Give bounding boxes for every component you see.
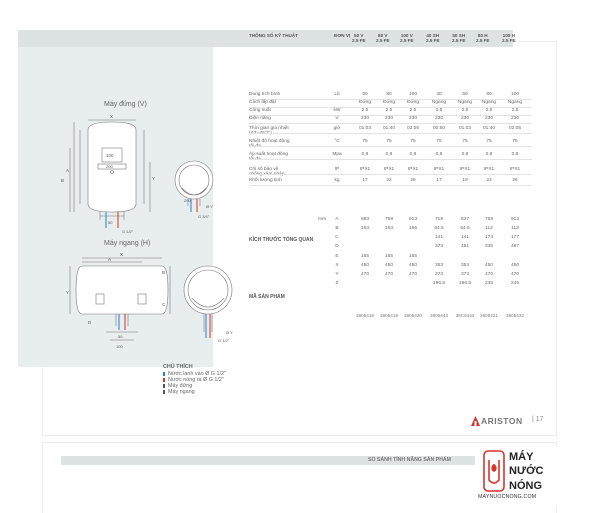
- side-diameter-label: Ø Y: [206, 204, 213, 209]
- h-side-pipe-label: G 1/2": [218, 338, 230, 343]
- row-value: 2.5: [461, 108, 469, 113]
- dimension-value: 913: [408, 217, 417, 222]
- dimension-label: B: [335, 226, 339, 231]
- dimension-value: 583: [360, 217, 369, 222]
- row-value: IPX1: [483, 167, 495, 172]
- product-code: 3605420: [404, 313, 422, 318]
- row-value: 26: [512, 178, 518, 183]
- dimension-value: 450: [510, 263, 519, 268]
- legend-item: Nước lạnh vào Ø G 1/2": [168, 371, 226, 377]
- row-value: 2.5: [511, 108, 519, 113]
- row-value: 230: [484, 116, 493, 121]
- h-side-diameter-label: Ø Y: [226, 330, 233, 335]
- dimension-value: 470: [484, 272, 493, 277]
- dim-50-label: 50: [108, 220, 113, 225]
- dimension-label: A: [335, 217, 339, 222]
- pipe-color-icon: [163, 372, 165, 376]
- dimension-value: 113: [511, 226, 519, 231]
- dimension-value: 913: [510, 217, 519, 222]
- dim-b-label: B: [61, 178, 65, 183]
- row-divider: [249, 133, 532, 134]
- dim-y-label: Y: [152, 176, 156, 181]
- dimension-label: D: [335, 244, 339, 249]
- row-value: IPX1: [383, 167, 395, 172]
- dimension-value: 165: [360, 254, 369, 259]
- dimension-value: 353: [460, 263, 469, 268]
- row-value: IPX1: [359, 167, 371, 172]
- row-value: 100: [510, 92, 519, 97]
- dimension-value: 163: [384, 226, 393, 231]
- row-value: 50: [362, 92, 368, 97]
- row-value: 01:40: [482, 126, 495, 131]
- row-unit: kg: [334, 178, 340, 183]
- dimension-label: Z: [335, 281, 339, 286]
- row-value: IPX1: [459, 167, 471, 172]
- h-dim-d-label: D: [88, 320, 92, 325]
- h-dim-50-label: 50: [118, 334, 123, 339]
- dimension-label: C: [335, 235, 339, 240]
- dimension-value: 165: [384, 254, 393, 259]
- row-value: 2.5: [409, 108, 417, 113]
- product-code: 3605418: [356, 313, 374, 318]
- row-value: 0,8: [409, 152, 417, 157]
- row-value: 0,8: [511, 152, 519, 157]
- dimension-value: 64.5: [460, 226, 470, 231]
- row-label: Áp suất hoạt động tối đa: [249, 152, 288, 163]
- dimension-value: 837: [460, 217, 469, 222]
- dimension-value: 196.5: [432, 281, 445, 286]
- row-value: 22: [486, 178, 492, 183]
- brand-name: ARISTON: [481, 416, 523, 426]
- model-header: 80 H 2.5 FE: [476, 33, 490, 43]
- dimension-value: 373: [434, 272, 443, 277]
- dimension-value: 450: [484, 263, 493, 268]
- dimension-value: 373: [460, 272, 469, 277]
- product-code: 3605443: [430, 313, 448, 318]
- row-value: Ngang: [481, 100, 497, 105]
- dimension-value: 174: [484, 235, 493, 240]
- dim-a-label: A: [66, 168, 70, 173]
- row-value: 02:05: [406, 126, 419, 131]
- row-value: 230: [408, 116, 417, 121]
- row-value: 01:03: [458, 126, 471, 131]
- row-value: 2.5: [385, 108, 393, 113]
- row-value: 75: [410, 139, 416, 144]
- side-pipe-label: G 3/4": [198, 214, 210, 219]
- row-divider: [249, 123, 532, 124]
- row-value: 50: [462, 92, 468, 97]
- row-value: 2.5: [361, 108, 369, 113]
- row-unit: Mpa: [332, 152, 342, 157]
- row-value: Ngang: [431, 100, 447, 105]
- dimension-value: 141: [460, 235, 469, 240]
- model-header: 80 V 2.5 FE: [376, 33, 390, 43]
- dimension-label: E: [335, 254, 339, 259]
- row-divider: [249, 174, 532, 175]
- dim-x-label: X: [110, 114, 114, 119]
- row-value: Đứng: [382, 100, 395, 105]
- row-value: 2.5: [435, 108, 443, 113]
- dimension-value: 470: [408, 272, 417, 277]
- dimension-value: 470: [384, 272, 393, 277]
- row-unit: IP: [334, 167, 340, 172]
- row-value: 01:40: [382, 126, 395, 131]
- row-value: 02:05: [508, 126, 521, 131]
- watermark-line3: NÓNG: [509, 480, 542, 492]
- model-header: 100 V 2.5 FE: [400, 33, 414, 43]
- row-divider: [249, 185, 532, 186]
- product-code: 3605421: [480, 313, 498, 318]
- dimension-value: 487: [510, 244, 519, 249]
- row-value: Đứng: [358, 100, 371, 105]
- legend-title: CHÚ THÍCH: [163, 364, 193, 370]
- row-value: 230: [510, 116, 519, 121]
- dimension-value: 450: [408, 263, 417, 268]
- model-header: 50 V 2.5 FE: [352, 33, 366, 43]
- h-dim-c-label: C: [162, 302, 166, 307]
- dim-100-label: 100: [106, 153, 114, 158]
- model-header: 50 SH 2.5 FE: [452, 33, 466, 43]
- row-label: Công suất: [249, 108, 271, 113]
- dimension-value: 491: [460, 244, 469, 249]
- dimension-value: 141: [434, 235, 443, 240]
- dim-200-label: 200: [106, 164, 113, 169]
- row-value: 40: [436, 92, 442, 97]
- h-dim-y-label: Y: [66, 290, 70, 295]
- unit-header: ĐƠN VỊ: [334, 33, 351, 38]
- row-value: 75: [386, 139, 392, 144]
- table-header-label: THÔNG SỐ KỸ THUẬT: [249, 33, 298, 38]
- model-header: 100 H 2.5 FE: [502, 33, 516, 43]
- vertical-side-diagram: [170, 150, 220, 225]
- row-value: 230: [384, 116, 393, 121]
- row-value: IPX1: [407, 167, 419, 172]
- row-value: Đứng: [406, 100, 419, 105]
- side-200-label: 200: [184, 198, 191, 203]
- dimension-value: 758: [384, 217, 393, 222]
- installation-type-icon: [163, 390, 165, 394]
- row-label: Thời gian gia nhiệt (ΔT=45°C): [249, 126, 289, 137]
- row-value: 0,8: [435, 152, 443, 157]
- installation-type-icon: [163, 384, 165, 388]
- row-label: Điện năng: [249, 116, 271, 121]
- row-value: 0,8: [485, 152, 493, 157]
- water-heater-logo-icon: [483, 450, 505, 492]
- row-unit: Lít: [334, 92, 340, 97]
- row-value: 0,8: [385, 152, 393, 157]
- row-unit: V: [335, 116, 339, 121]
- row-label: Nhiệt độ hoạt động tối đa: [249, 139, 290, 150]
- watermark-site: MAYNUOCNONG.COM: [478, 494, 537, 500]
- row-value: 230: [434, 116, 443, 121]
- legend-item: Nước nóng ra Ø G 1/2": [168, 377, 224, 383]
- dimension-value: 470: [360, 272, 369, 277]
- row-value: 80: [386, 92, 392, 97]
- row-value: 75: [462, 139, 468, 144]
- product-code: 3605422: [506, 313, 524, 318]
- row-label: Chỉ số bảo vệ chống xâm nhập: [249, 167, 285, 178]
- dimension-value: 758: [484, 217, 493, 222]
- row-value: 230: [460, 116, 469, 121]
- pipe-color-icon: [163, 378, 165, 382]
- row-unit: kW: [333, 108, 341, 113]
- watermark-line1: MÁY: [509, 451, 534, 463]
- dimension-value: 719: [434, 217, 443, 222]
- row-value: IPX1: [509, 167, 521, 172]
- dimension-value: 335: [484, 244, 493, 249]
- row-value: IPX1: [433, 167, 445, 172]
- product-code: 3605419: [380, 313, 398, 318]
- row-value: 26: [410, 178, 416, 183]
- row-value: 19: [462, 178, 468, 183]
- watermark-line2: NƯỚC: [509, 465, 544, 477]
- dimension-value: 165: [408, 254, 417, 259]
- horizontal-title: Máy ngang (H): [104, 240, 151, 247]
- next-page-title: SO SÁNH TÍNH NĂNG SẢN PHẨM: [368, 457, 452, 463]
- row-value: 75: [512, 139, 518, 144]
- row-value: 17: [362, 178, 368, 183]
- row-value: 00:50: [432, 126, 445, 131]
- row-value: 17: [436, 178, 442, 183]
- row-value: 75: [486, 139, 492, 144]
- dimension-value: 177: [510, 235, 519, 240]
- ariston-logo-icon: [471, 416, 480, 426]
- dimension-unit: mm: [318, 217, 326, 222]
- row-label: Dung tích bình: [249, 92, 281, 97]
- horizontal-front-diagram: [66, 250, 176, 360]
- row-value: 230: [360, 116, 369, 121]
- pipe-size-label: G 1/2": [122, 229, 134, 234]
- h-dim-100-label: 100: [116, 344, 123, 349]
- dimension-value: 245: [484, 281, 493, 286]
- model-header: 40 SH 2.5 FE: [426, 33, 440, 43]
- product-code: 36C5444: [455, 313, 475, 318]
- row-unit: giờ: [333, 126, 341, 131]
- dimension-label: Y: [335, 272, 339, 277]
- row-divider: [249, 146, 532, 147]
- dimension-value: 353: [434, 263, 443, 268]
- row-value: 75: [436, 139, 442, 144]
- legend-item: Máy đứng: [168, 383, 193, 389]
- row-value: 22: [386, 178, 392, 183]
- dimension-value: 373: [434, 244, 443, 249]
- code-section-title: MÃ SẢN PHẨM: [249, 294, 285, 300]
- h-dim-x-label: X: [120, 252, 124, 257]
- dimension-value: 245: [510, 281, 519, 286]
- dimension-value: 112: [485, 226, 493, 231]
- row-label: Cách lắp đặt: [249, 100, 276, 105]
- page-number: | 17: [532, 416, 544, 423]
- row-value: 0,8: [461, 152, 469, 157]
- dimension-label: X: [335, 263, 339, 268]
- row-label: Khối lượng tịnh: [249, 178, 282, 183]
- dimension-value: 470: [510, 272, 519, 277]
- row-value: 100: [408, 92, 417, 97]
- row-value: 2.5: [485, 108, 493, 113]
- h-dim-a-label: A: [108, 257, 112, 262]
- vertical-front-diagram: [60, 112, 170, 234]
- dimension-value: 450: [384, 263, 393, 268]
- h-dim-b-label: B: [162, 270, 166, 275]
- dimension-value: 64.5: [434, 226, 444, 231]
- row-value: Ngang: [457, 100, 473, 105]
- row-divider: [249, 159, 532, 160]
- row-unit: °C: [334, 139, 340, 144]
- vertical-title: Máy đứng (V): [104, 101, 147, 108]
- row-value: 75: [362, 139, 368, 144]
- dimension-value: 196.5: [458, 281, 471, 286]
- dimension-value: 450: [360, 263, 369, 268]
- dims-section-title: KÍCH THƯỚC TỔNG QUAN: [249, 237, 314, 243]
- row-value: 0,8: [361, 152, 369, 157]
- legend-item: Máy ngang: [168, 389, 195, 395]
- dimension-value: 166: [408, 226, 417, 231]
- dimension-value: 163: [360, 226, 369, 231]
- row-value: 01:03: [358, 126, 371, 131]
- horizontal-side-diagram: [178, 258, 248, 352]
- row-value: 80: [486, 92, 492, 97]
- row-value: Ngang: [507, 100, 523, 105]
